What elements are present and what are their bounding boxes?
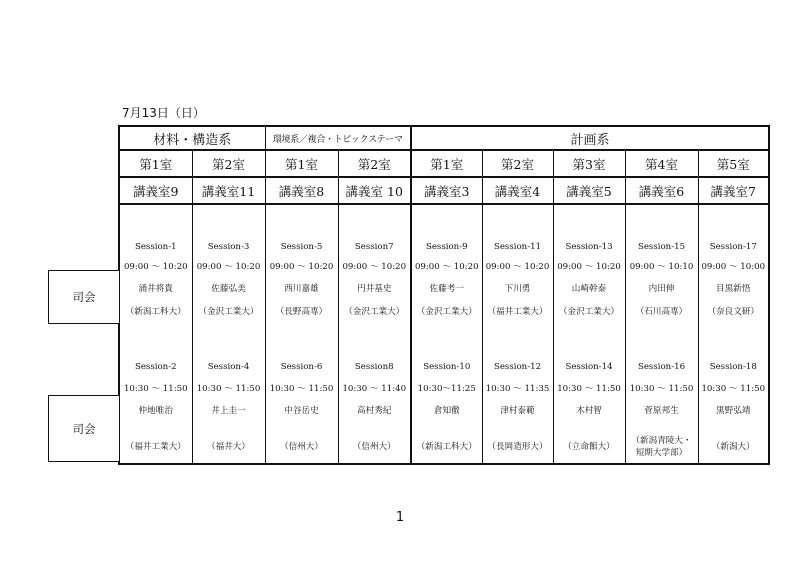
affiliation: （金沢工業大） (344, 307, 405, 317)
lecture-hall-label: 講義室8 (265, 177, 338, 204)
affiliation: （立命館大） (563, 442, 615, 452)
session-cell (338, 204, 411, 464)
session-id: Session-15 (637, 242, 686, 252)
lecture-hall-label: 講義室3 (411, 177, 482, 204)
lecture-hall-label: 講義室11 (192, 177, 265, 204)
chair-label-late-morning: 司会 (48, 395, 120, 462)
session-id: Session-10 (423, 362, 471, 372)
chair-name: 井上圭一 (211, 406, 246, 416)
session-id: Session-17 (709, 242, 757, 252)
session-cell (411, 204, 482, 464)
session-time: 10:30 ～ 11:50 (701, 384, 766, 394)
affiliation: （新潟工科大） (416, 442, 477, 452)
room-label: 第5室 (698, 150, 769, 177)
chair-name: 津村泰範 (500, 406, 535, 416)
session-id: Session-16 (637, 362, 686, 372)
room-label: 第1室 (119, 150, 192, 177)
session-time: 10:30 ～ 11:50 (196, 384, 261, 394)
lecture-hall-label: 講義室 10 (338, 177, 411, 204)
session-time: 10:30 ～ 11:35 (485, 384, 550, 394)
session-cell (265, 204, 338, 464)
session-id: Session-6 (280, 362, 323, 372)
chair-name: 内田伸 (648, 284, 675, 294)
session-id: Session-4 (207, 362, 250, 372)
lecture-hall-label: 講義室6 (625, 177, 698, 204)
session-id: Session8 (354, 362, 394, 372)
affiliation: （福井工業大） (487, 307, 548, 317)
chair-label-morning: 司会 (48, 270, 120, 324)
affiliation: （新潟大） (711, 442, 755, 452)
chair-name: 菅原邦生 (644, 406, 679, 416)
affiliation: 短期大学部） (635, 448, 688, 458)
lecture-hall-label: 講義室7 (698, 177, 769, 204)
affiliation: （信州大） (280, 442, 323, 452)
chair-name: 下川勇 (504, 284, 531, 294)
chair-name: 佐藤考一 (429, 284, 464, 294)
chair-name: 円井基史 (357, 284, 392, 294)
chair-name: 仲地唯治 (138, 406, 173, 416)
chair-name: 倉知徹 (433, 406, 460, 416)
session-id: Session-2 (134, 362, 177, 372)
session-time: 09:00 ～ 10:20 (196, 262, 261, 272)
affiliation: （長野高専） (275, 307, 328, 317)
chair-name: 木村智 (576, 406, 602, 416)
lecture-hall-label: 講義室4 (482, 177, 553, 204)
session-id: Session-3 (207, 242, 250, 252)
affiliation: （金沢工業大） (416, 307, 477, 317)
group-header: 環境系／複合・トピックステーマ (265, 126, 411, 150)
session-time: 09:00 ～ 10:20 (342, 262, 407, 272)
session-time: 10:30 ～ 11:50 (557, 384, 621, 394)
session-time: 10:30 ～ 11:50 (269, 384, 334, 394)
chair-name: 中谷岳史 (284, 406, 319, 416)
session-id: Session-5 (280, 242, 323, 252)
lecture-hall-label: 講義室5 (553, 177, 625, 204)
room-label: 第1室 (265, 150, 338, 177)
affiliation: （金沢工業大） (558, 307, 620, 317)
session-time: 10:30 ～ 11:50 (629, 384, 694, 394)
session-cell (192, 204, 265, 464)
session-cell (482, 204, 553, 464)
chair-name: 山崎幹泰 (571, 284, 607, 294)
session-id: Session-12 (493, 362, 542, 372)
room-label: 第4室 (625, 150, 698, 177)
chair-name: 目黒新悟 (716, 284, 751, 294)
session-id: Session-11 (493, 242, 542, 252)
page-number: 1 (395, 510, 405, 525)
affiliation: （信州大） (352, 442, 396, 452)
session-time: 09:00 ～ 10:20 (414, 262, 479, 272)
chair-name: 涌井将貴 (138, 284, 173, 294)
session-time: 10:30 ～ 11:40 (342, 384, 407, 394)
room-label: 第3室 (553, 150, 625, 177)
session-time: 09:00 ～ 10:20 (557, 262, 621, 272)
affiliation: （奈良文研） (707, 307, 760, 317)
session-cell (119, 204, 192, 464)
schedule-date: 7月13日（日） (122, 106, 205, 120)
session-cell (553, 204, 625, 464)
session-cell (625, 204, 698, 464)
group-header: 計画系 (411, 126, 769, 150)
session-time: 10:30 ～ 11:50 (123, 384, 188, 394)
session-time: 09:00 ～ 10:20 (123, 262, 188, 272)
session-time: 09:00 ～ 10:20 (485, 262, 550, 272)
session-id: Session-14 (565, 362, 613, 372)
session-time: 09:00 ～ 10:00 (701, 262, 766, 272)
session-id: Session-18 (709, 362, 757, 372)
session-id: Session-9 (425, 242, 468, 252)
room-label: 第2室 (192, 150, 265, 177)
chair-name: 黒野弘靖 (716, 406, 751, 416)
lecture-hall-label: 講義室9 (119, 177, 192, 204)
room-label: 第1室 (411, 150, 482, 177)
session-id: Session-13 (565, 242, 613, 252)
affiliation: （新潟青陵大・ (631, 436, 692, 446)
affiliation: （福井大） (207, 442, 250, 452)
session-time: 10:30～11:25 (417, 384, 476, 394)
affiliation: （長岡造形大） (487, 442, 548, 452)
affiliation: （福井工業大） (125, 442, 186, 452)
session-id: Session-1 (134, 242, 177, 252)
session-cell (698, 204, 769, 464)
session-time: 09:00 ～ 10:20 (269, 262, 334, 272)
affiliation: （石川高専） (635, 307, 688, 317)
chair-name: 高村秀紀 (357, 406, 392, 416)
chair-name: 佐藤弘美 (211, 284, 246, 294)
affiliation: （新潟工科大） (125, 307, 186, 317)
schedule-table (118, 125, 770, 465)
session-time: 09:00 ～ 10:10 (629, 262, 694, 272)
room-label: 第2室 (482, 150, 553, 177)
room-label: 第2室 (338, 150, 411, 177)
group-header: 材料・構造系 (119, 126, 265, 150)
chair-name: 西川嘉雄 (284, 284, 319, 294)
affiliation: （金沢工業大） (198, 307, 259, 317)
session-id: Session7 (354, 242, 394, 252)
